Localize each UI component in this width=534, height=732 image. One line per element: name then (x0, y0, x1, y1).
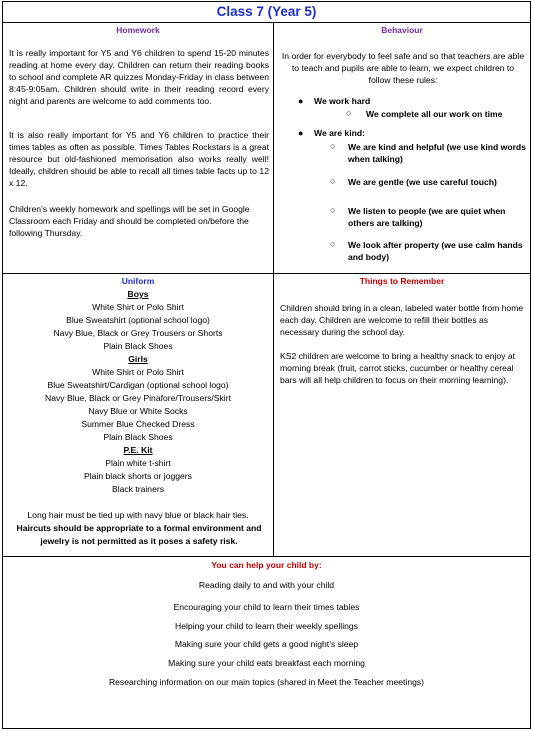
help-item: Researching information on our main topics (shared in Meet the Teacher meetings) (108, 677, 425, 687)
circle-bullet-icon: ○ (346, 108, 352, 118)
girls-heading: Girls (128, 354, 148, 364)
homework-paragraph-reading: It is really important for Y5 and Y6 children to spend 15-20 minutes reading at home every day. Children can return their reading books to school and complete AR quizzes Monday-Friday in class between 8:45-9:05am. Children should write in their reading record every night and parents are welcome to add comments too. (9, 48, 269, 106)
haircut-jewelry-note: Haircuts should be appropriate to a formal environment and jewelry is not permitted as it poses a safety risk. (16, 523, 262, 546)
remember-water-bottle: Children should bring in a clean, labeled water bottle from home each day. Children are welcome to refill their bottles as necessary during the school day. (280, 303, 524, 337)
homework-section (2, 22, 274, 274)
homework-paragraph-times-tables: It is also really important for Y5 and Y6 children to practice their times tables as often as possible. Times Tables Rockstars is a great resource but old-fashioned memorisation also works really well! Ideally, children should be able to recall all times table facts up to 12 x 12. (9, 130, 269, 188)
help-item: Making sure your child eats breakfast each morning (168, 658, 365, 668)
remember-snack: KS2 children are welcome to bring a healthy snack to enjoy at morning break (fruit, carrot sticks, cucumber or healthy cereal bars will all help children to focus on their morning learning). (280, 351, 516, 385)
circle-bullet-icon: ○ (330, 141, 336, 151)
pe-kit-heading: P.E. Kit (123, 445, 153, 455)
rule-complete-work: We complete all our work on time (366, 109, 503, 119)
circle-bullet-icon: ○ (330, 205, 336, 215)
remember-heading: Things to Remember (359, 276, 445, 286)
bullet-icon: ● (298, 96, 304, 106)
behaviour-section (273, 22, 531, 274)
uniform-section (2, 273, 274, 557)
help-heading: You can help your child by: (211, 560, 322, 570)
page-title: Class 7 (Year 5) (216, 4, 317, 19)
title-cell (2, 1, 531, 23)
hair-note: Long hair must be tied up with navy blue or black hair ties. (27, 510, 249, 520)
uniform-item: Black trainers (111, 484, 165, 494)
rule-kind-helpful: We are kind and helpful (we use kind words when talking) (348, 142, 526, 164)
boys-heading: Boys (127, 289, 149, 299)
rule-listen: We listen to people (we are quiet when others are talking) (348, 206, 506, 228)
circle-bullet-icon: ○ (330, 176, 336, 186)
info-sheet (2, 1, 531, 729)
help-item: Reading daily to and with your child (198, 580, 335, 590)
help-item: Encouraging your child to learn their times tables (173, 602, 360, 612)
rule-gentle: We are gentle (we use careful touch) (348, 177, 497, 187)
uniform-item: Blue Sweatshirt/Cardigan (optional school logo) (47, 380, 229, 390)
uniform-item: White Shirt or Polo Shirt (92, 302, 184, 312)
uniform-item: Navy Blue, Black or Grey Pinafore/Trousers/Skirt (45, 393, 231, 403)
behaviour-heading: Behaviour (381, 25, 423, 35)
things-to-remember-section (273, 273, 531, 557)
uniform-item: Plain Black Shoes (103, 341, 173, 351)
homework-paragraph-weekly: Children’s weekly homework and spellings will be set in Google Classroom each Friday and should be completed on/before the following Thursday. (9, 204, 250, 238)
rule-work-hard: We work hard (314, 96, 371, 106)
help-section (2, 556, 531, 729)
uniform-item: Plain Black Shoes (103, 432, 173, 442)
rule-kind: We are kind: (314, 128, 365, 138)
circle-bullet-icon: ○ (330, 239, 336, 249)
uniform-item: Plain white t-shirt (105, 458, 171, 468)
rule-property: We look after property (we use calm hands and body) (348, 240, 523, 262)
help-item: Making sure your child gets a good night’s sleep (174, 639, 359, 649)
help-item: Helping your child to learn their weekly spellings (175, 621, 358, 631)
bullet-icon: ● (298, 128, 304, 138)
uniform-item: Navy Blue, Black or Grey Trousers or Shorts (53, 328, 223, 338)
homework-heading: Homework (116, 25, 160, 35)
uniform-item: White Shirt or Polo Shirt (92, 367, 184, 377)
behaviour-intro: In order for everybody to feel safe and so that teachers are able to teach and pupils are able to learn, we expect children to follow these rules: (281, 51, 525, 85)
uniform-item: Plain black shorts or joggers (84, 471, 192, 481)
uniform-item: Navy Blue or White Socks (88, 406, 188, 416)
uniform-heading: Uniform (121, 276, 155, 286)
uniform-item: Blue Sweatshirt (optional school logo) (66, 315, 210, 325)
uniform-item: Summer Blue Checked Dress (81, 419, 195, 429)
